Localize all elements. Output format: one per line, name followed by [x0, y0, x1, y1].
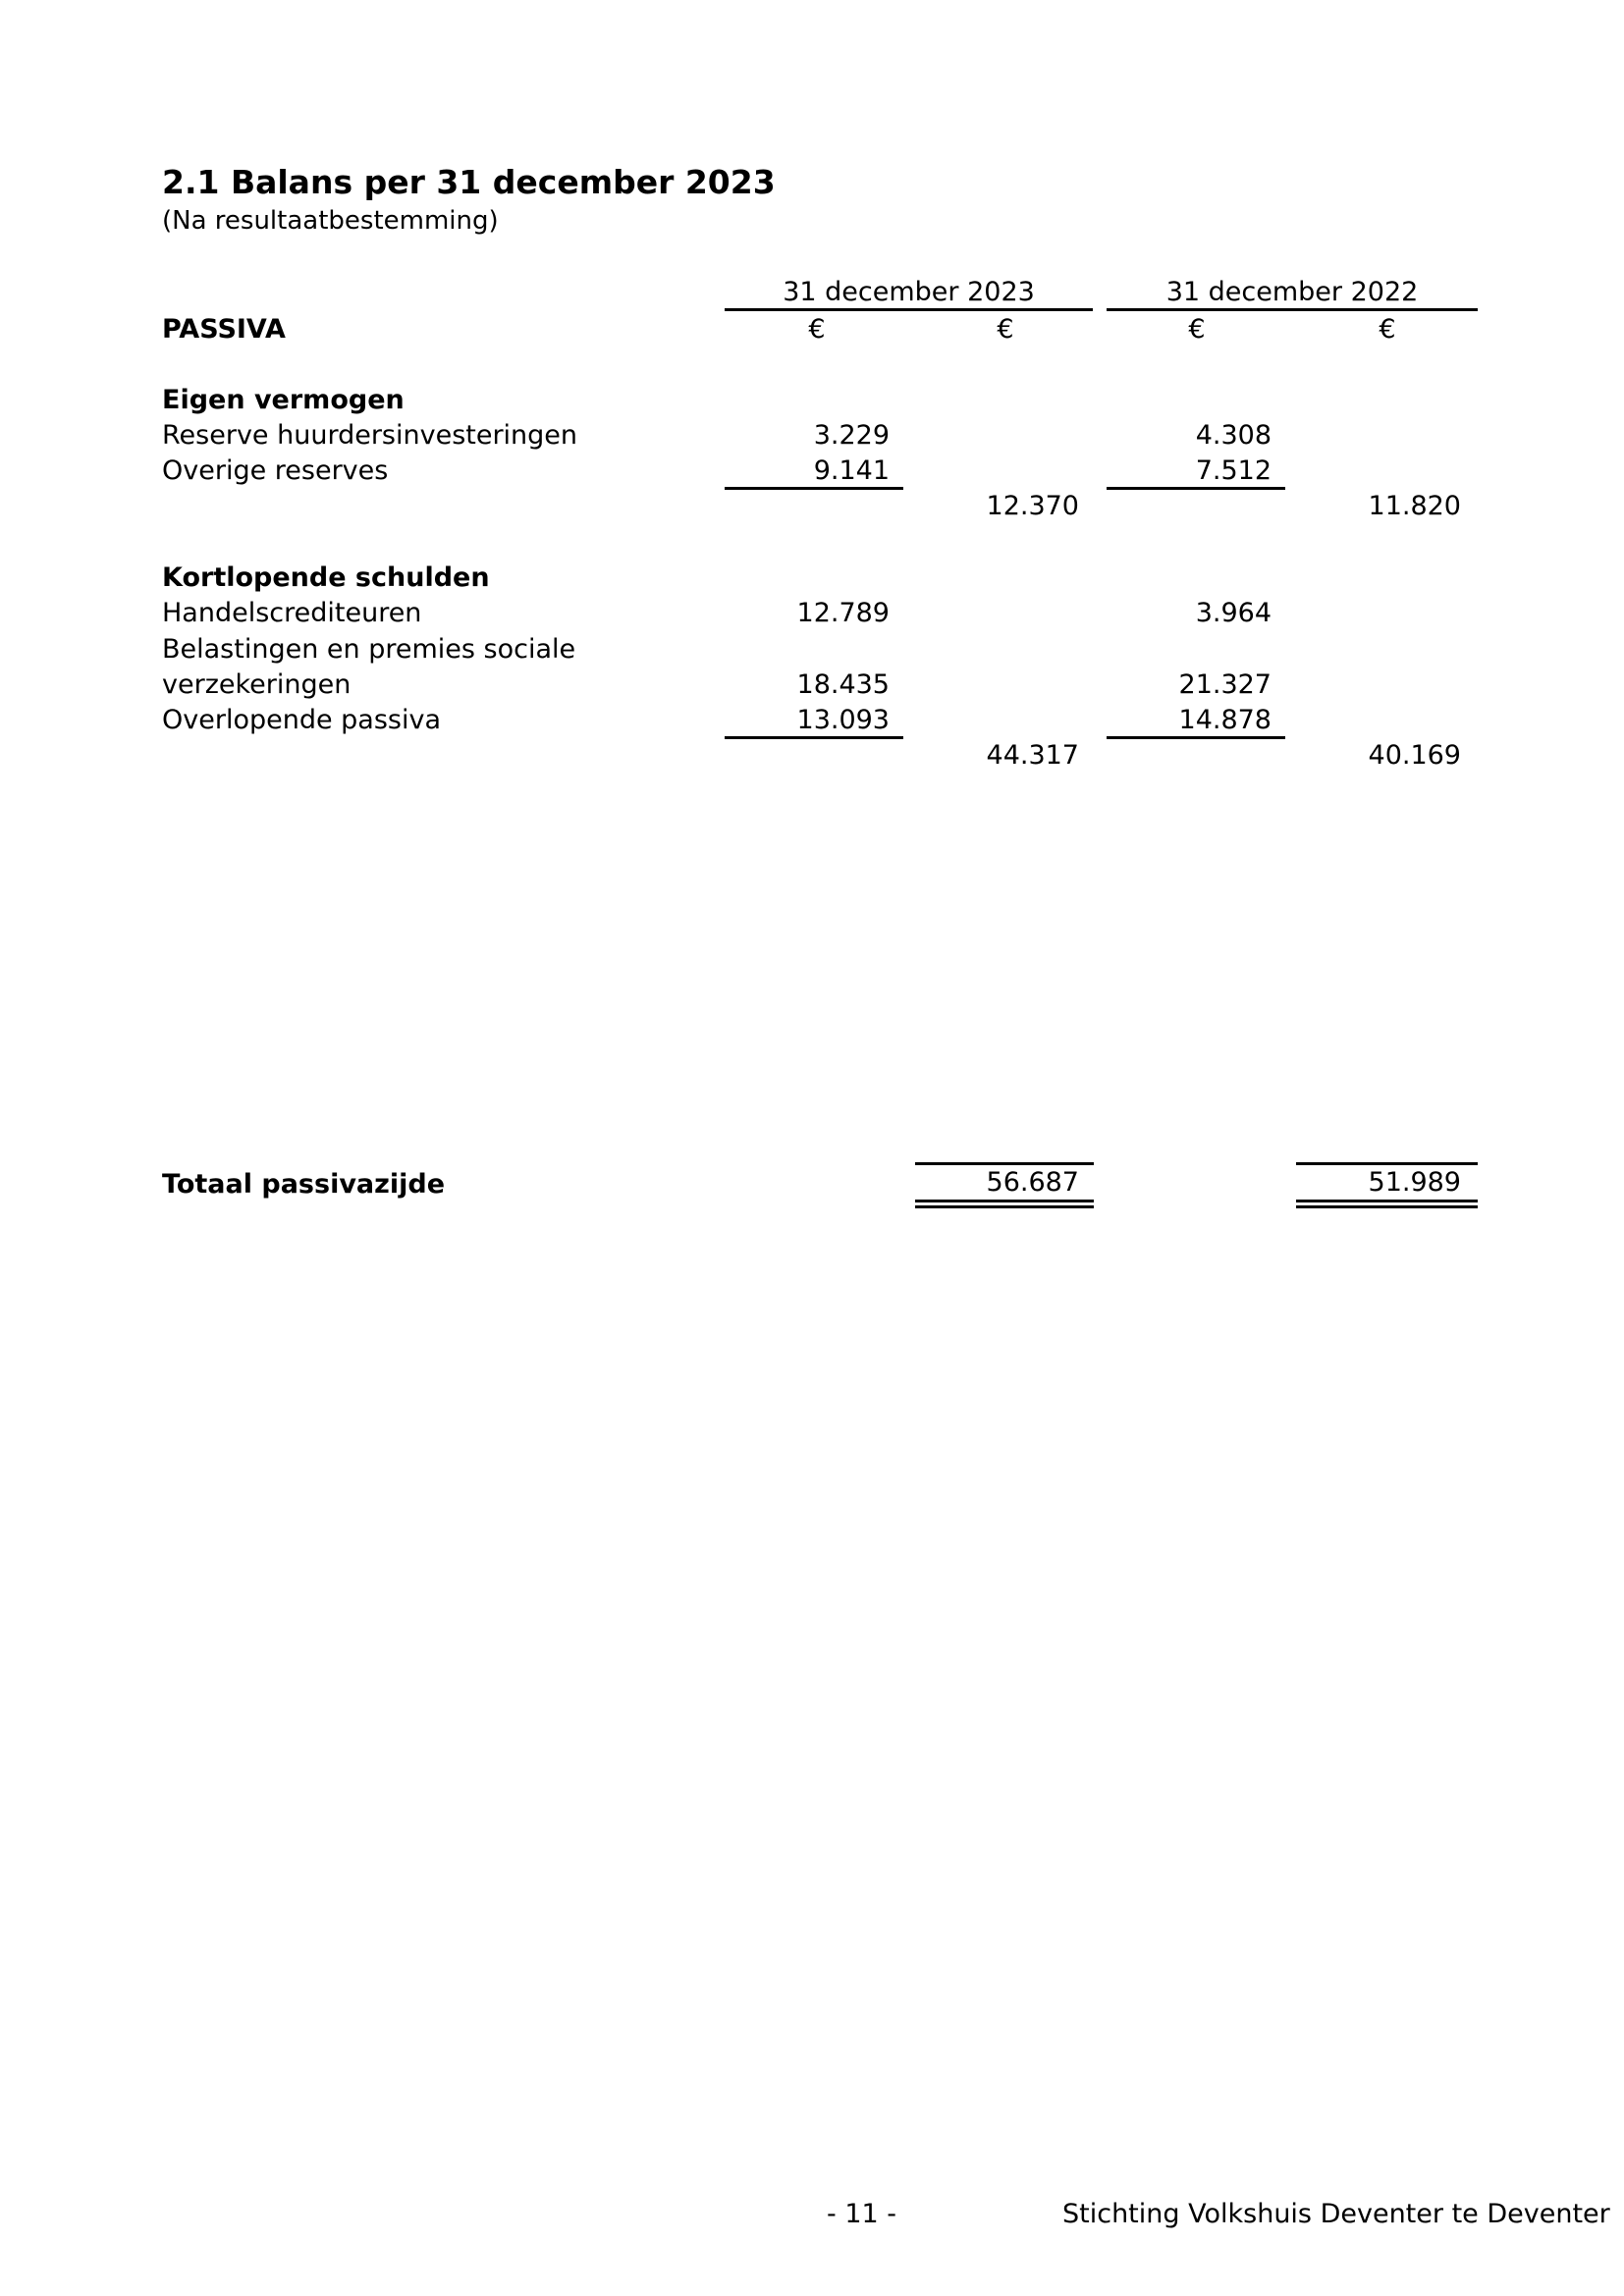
total-double-rule-2023 [915, 1200, 1094, 1208]
row-label: Belastingen en premies sociale [162, 634, 576, 665]
subtotal-rule-2023 [725, 487, 903, 490]
section-heading-kortlopende-schulden: Kortlopende schulden [162, 562, 490, 593]
value-2022: 3.964 [1195, 598, 1272, 628]
value-2023: 3.229 [813, 420, 890, 451]
currency-symbol: € [1188, 314, 1206, 345]
currency-symbol: € [808, 314, 826, 345]
section-total-2022: 11.820 [1368, 491, 1461, 521]
row-label: Reserve huurdersinvesteringen [162, 420, 578, 451]
value-2023: 18.435 [796, 669, 890, 700]
row-label: Handelscrediteuren [162, 598, 422, 628]
side-label: PASSIVA [162, 314, 286, 345]
value-2023: 13.093 [796, 705, 890, 735]
footer-organization: Stichting Volkshuis Deventer te Deventer [1062, 2199, 1610, 2229]
section-total-2022: 40.169 [1368, 740, 1461, 771]
value-2022: 14.878 [1178, 705, 1272, 735]
page-number: - 11 - [827, 2199, 897, 2229]
section-total-2023: 12.370 [986, 491, 1079, 521]
currency-symbol: € [997, 314, 1014, 345]
value-2023: 12.789 [796, 598, 890, 628]
section-heading-eigen-vermogen: Eigen vermogen [162, 385, 405, 415]
total-top-rule-2022 [1296, 1162, 1478, 1165]
total-top-rule-2023 [915, 1162, 1094, 1165]
column-header-rule-2022 [1107, 308, 1478, 311]
grand-total-label: Totaal passivazijde [162, 1169, 446, 1200]
row-label: Overige reserves [162, 455, 389, 486]
page-title: 2.1 Balans per 31 december 2023 [162, 163, 776, 201]
grand-total-2023: 56.687 [986, 1167, 1079, 1198]
subtotal-rule-2022 [1107, 736, 1285, 739]
column-header-2023: 31 december 2023 [783, 277, 1035, 307]
section-total-2023: 44.317 [986, 740, 1079, 771]
column-header-rule-2023 [725, 308, 1093, 311]
row-label-continued: verzekeringen [162, 669, 352, 700]
subtotal-rule-2023 [725, 736, 903, 739]
value-2022: 4.308 [1195, 420, 1272, 451]
value-2023: 9.141 [813, 455, 890, 486]
currency-symbol: € [1379, 314, 1396, 345]
value-2022: 21.327 [1178, 669, 1272, 700]
column-header-2022: 31 december 2022 [1165, 277, 1419, 307]
subtotal-rule-2022 [1107, 487, 1285, 490]
row-label: Overlopende passiva [162, 705, 442, 735]
total-double-rule-2022 [1296, 1200, 1478, 1208]
grand-total-2022: 51.989 [1368, 1167, 1461, 1198]
value-2022: 7.512 [1195, 455, 1272, 486]
page-subtitle: (Na resultaatbestemming) [162, 206, 499, 236]
